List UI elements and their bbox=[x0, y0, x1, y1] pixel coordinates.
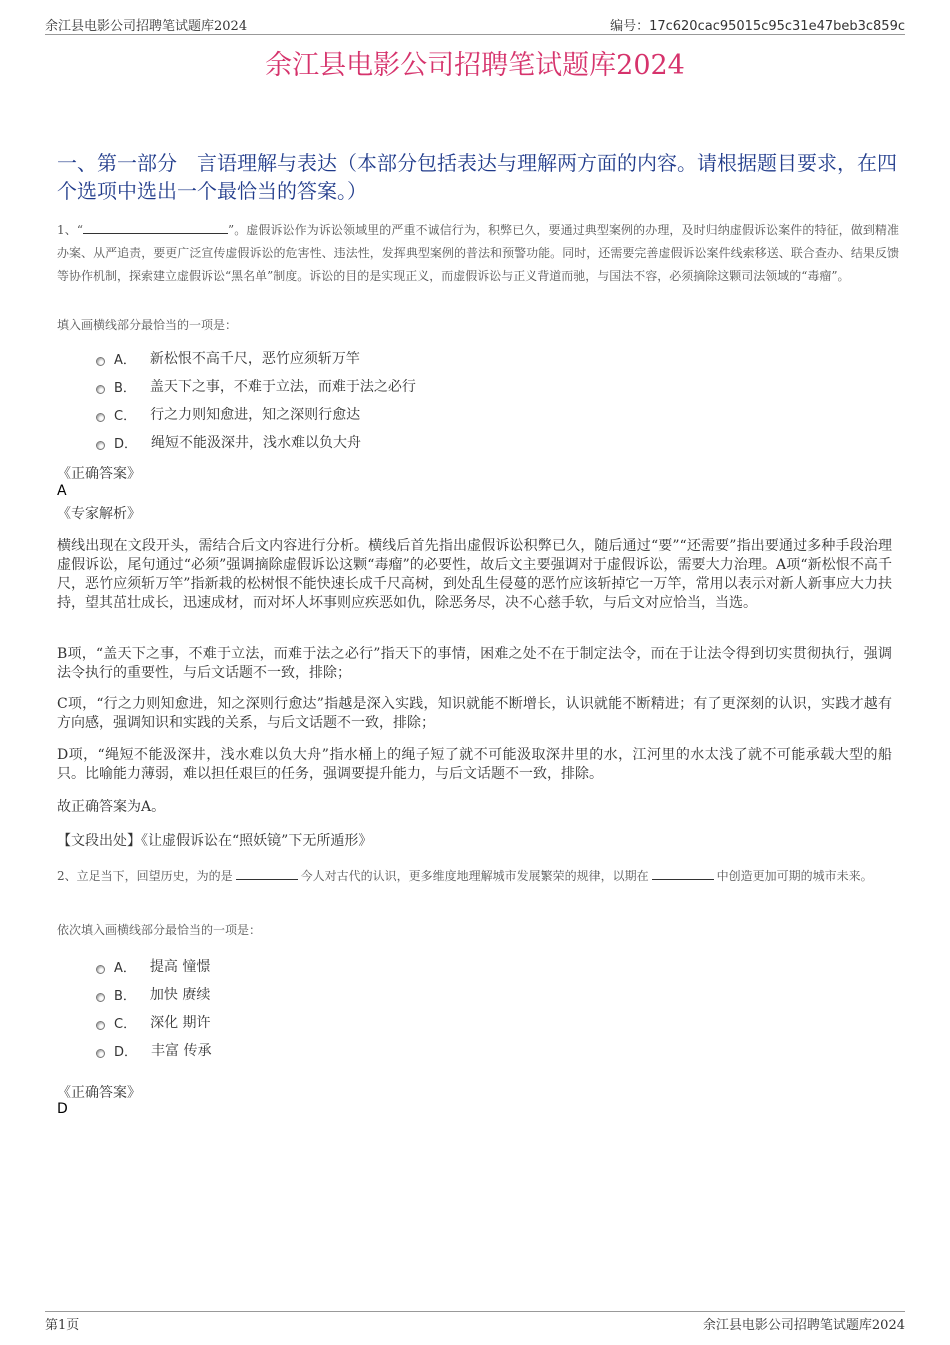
radio-icon[interactable] bbox=[96, 385, 105, 394]
option-letter: A． bbox=[114, 352, 136, 368]
question-1-blank bbox=[83, 221, 228, 234]
radio-icon[interactable] bbox=[96, 1049, 105, 1058]
option-letter: B． bbox=[114, 380, 136, 396]
question-2-answer: D bbox=[57, 1101, 68, 1117]
radio-icon[interactable] bbox=[96, 993, 105, 1002]
question-2-blank-1 bbox=[236, 867, 298, 880]
question-1-source: 【文段出处】《让虚假诉讼在“照妖镜”下无所遁形》 bbox=[57, 833, 373, 849]
analysis-paragraph-5: 故正确答案为A。 bbox=[57, 799, 166, 815]
analysis-paragraph-1: 横线出现在文段开头，需结合后文内容进行分析。横线后首先指出虚假诉讼积弊已久，随后通过“要”“还需要”指出要通过多种手段治理虚假诉讼，尾句通过“必须”强调摘除虚假诉讼这颗“毒瘤”的必要性，故后文主要强调对于虚假诉讼，需要大力治理。A项“新松恨不高千尺，恶竹应须斩万竿”指新栽的松树恨不能快速长成千尺高树，到处乱生侵蔓的恶竹应该斩掉它一万竿，常用以表示对新人新事应大力扶持，望其茁壮成长，迅速成材，而对坏人坏事则应疾恶如仇，除恶务尽，决不心慈手软，与后文对应恰当，当选。 bbox=[57, 538, 892, 611]
analysis-paragraph-3: C项，“行之力则知愈进，知之深则行愈达”指越是深入实践，知识就能不断增长，认识就能不断精进；有了更深刻的认识，实践才越有方向感，强调知识和实践的关系，与后文话题不一致，排除； bbox=[57, 696, 892, 731]
radio-icon[interactable] bbox=[96, 965, 105, 974]
question-2-option-d[interactable] bbox=[96, 1040, 211, 1060]
question-2-text bbox=[57, 865, 899, 888]
question-1-number: 1、 bbox=[57, 223, 77, 237]
page-title: 余江县电影公司招聘笔试题库2024 bbox=[265, 50, 685, 81]
option-text: 新松恨不高千尺，恶竹应须斩万竿 bbox=[149, 351, 360, 367]
question-1-answer-label: 《正确答案》 bbox=[57, 466, 141, 482]
question-1-body: ”。虚假诉讼作为诉讼领域里的严重不诚信行为，积弊已久，要通过典型案例的办理，及时归纳虚假诉讼案件的特征，做到精准办案、从严追责，要更广泛宣传虚假诉讼的危害性、违法性，发挥典型案例的普法和预警功能。同时，还需要完善虚假诉讼案件线索移送、联合查办、结果反馈等协作机制，探索建立虚假诉讼“黑名单”制度。诉讼的目的是实现正义，而虚假诉讼与正义背道而驰，与国法不容，必须摘除这颗司法领域的“毒瘤”。 bbox=[57, 223, 900, 283]
option-letter: C． bbox=[114, 1016, 137, 1032]
footer-doc-name: 余江县电影公司招聘笔试题库2024 bbox=[702, 1318, 905, 1333]
option-letter: B． bbox=[114, 988, 136, 1004]
question-1-analysis-label: 《专家解析》 bbox=[57, 506, 141, 522]
option-text: 加快 赓续 bbox=[149, 987, 211, 1003]
header-doc-code bbox=[610, 15, 905, 34]
radio-icon[interactable] bbox=[96, 1021, 105, 1030]
option-text: 行之力则知愈进，知之深则行愈达 bbox=[150, 407, 361, 423]
footer-rule bbox=[45, 1311, 905, 1312]
question-2-part-1: 立足当下，回望历史，为的是 bbox=[76, 869, 233, 883]
analysis-paragraph-2: B项，“盖天下之事，不难于立法，而难于法之必行”指天下的事情，困难之处不在于制定法令，而在于让法令得到切实贯彻执行，强调法令执行的重要性，与后文话题不一致，排除； bbox=[57, 646, 892, 681]
option-text: 提高 憧憬 bbox=[149, 959, 211, 975]
question-1-option-b[interactable] bbox=[96, 376, 416, 396]
question-2-prompt: 依次填入画横线部分最恰当的一项是： bbox=[57, 923, 262, 937]
question-2-answer-label: 《正确答案》 bbox=[57, 1085, 141, 1101]
question-2-option-b[interactable] bbox=[96, 984, 210, 1004]
option-text: 绳短不能汲深井，浅水难以负大舟 bbox=[151, 435, 362, 451]
question-1-open-quote: “ bbox=[76, 223, 83, 237]
question-1-answer: A bbox=[57, 483, 67, 499]
analysis-paragraph-4: D项，“绳短不能汲深井，浅水难以负大舟”指水桶上的绳子短了就不可能汲取深井里的水，江河里的水太浅了就不可能承载大型的船只。比喻能力薄弱，难以担任艰巨的任务，强调要提升能力，与后文话题不一致，排除。 bbox=[57, 747, 892, 782]
option-letter: D． bbox=[114, 436, 138, 452]
question-2-option-c[interactable] bbox=[96, 1012, 211, 1032]
header-doc-name: 余江县电影公司招聘笔试题库2024 bbox=[45, 19, 248, 34]
question-2-part-3: 中创造更加可期的城市未来。 bbox=[716, 869, 873, 883]
question-2-part-2: 今人对古代的认识，更多维度地理解城市发展繁荣的规律，以期在 bbox=[300, 869, 649, 883]
header-rule bbox=[45, 34, 905, 35]
option-text: 丰富 传承 bbox=[151, 1043, 212, 1059]
option-letter: D． bbox=[114, 1044, 138, 1060]
radio-icon[interactable] bbox=[96, 413, 105, 422]
question-1-option-a[interactable] bbox=[96, 348, 360, 368]
section-heading: 一、第一部分 言语理解与表达（本部分包括表达与理解两方面的内容。请根据题目要求，在四个选项中选出一个最恰当的答案。） bbox=[57, 151, 897, 203]
option-text: 深化 期许 bbox=[150, 1015, 211, 1031]
question-2-blank-2 bbox=[652, 867, 714, 880]
question-1-option-c[interactable] bbox=[96, 404, 360, 424]
option-letter: A． bbox=[114, 960, 136, 976]
option-text: 盖天下之事，不难于立法，而难于法之必行 bbox=[149, 379, 416, 395]
question-1-option-d[interactable] bbox=[96, 432, 361, 452]
footer-page-number: 第1页 bbox=[45, 1318, 80, 1333]
radio-icon[interactable] bbox=[96, 441, 105, 450]
header-code-value: 17c620cac95015c95c31e47beb3c859c bbox=[649, 19, 905, 34]
question-2-option-a[interactable] bbox=[96, 956, 210, 976]
header-code-label: 编号： bbox=[610, 19, 650, 34]
radio-icon[interactable] bbox=[96, 357, 105, 366]
question-2-number: 2、 bbox=[57, 869, 77, 883]
option-letter: C． bbox=[114, 408, 137, 424]
question-1-text bbox=[57, 219, 899, 288]
question-1-prompt: 填入画横线部分最恰当的一项是： bbox=[57, 318, 238, 332]
